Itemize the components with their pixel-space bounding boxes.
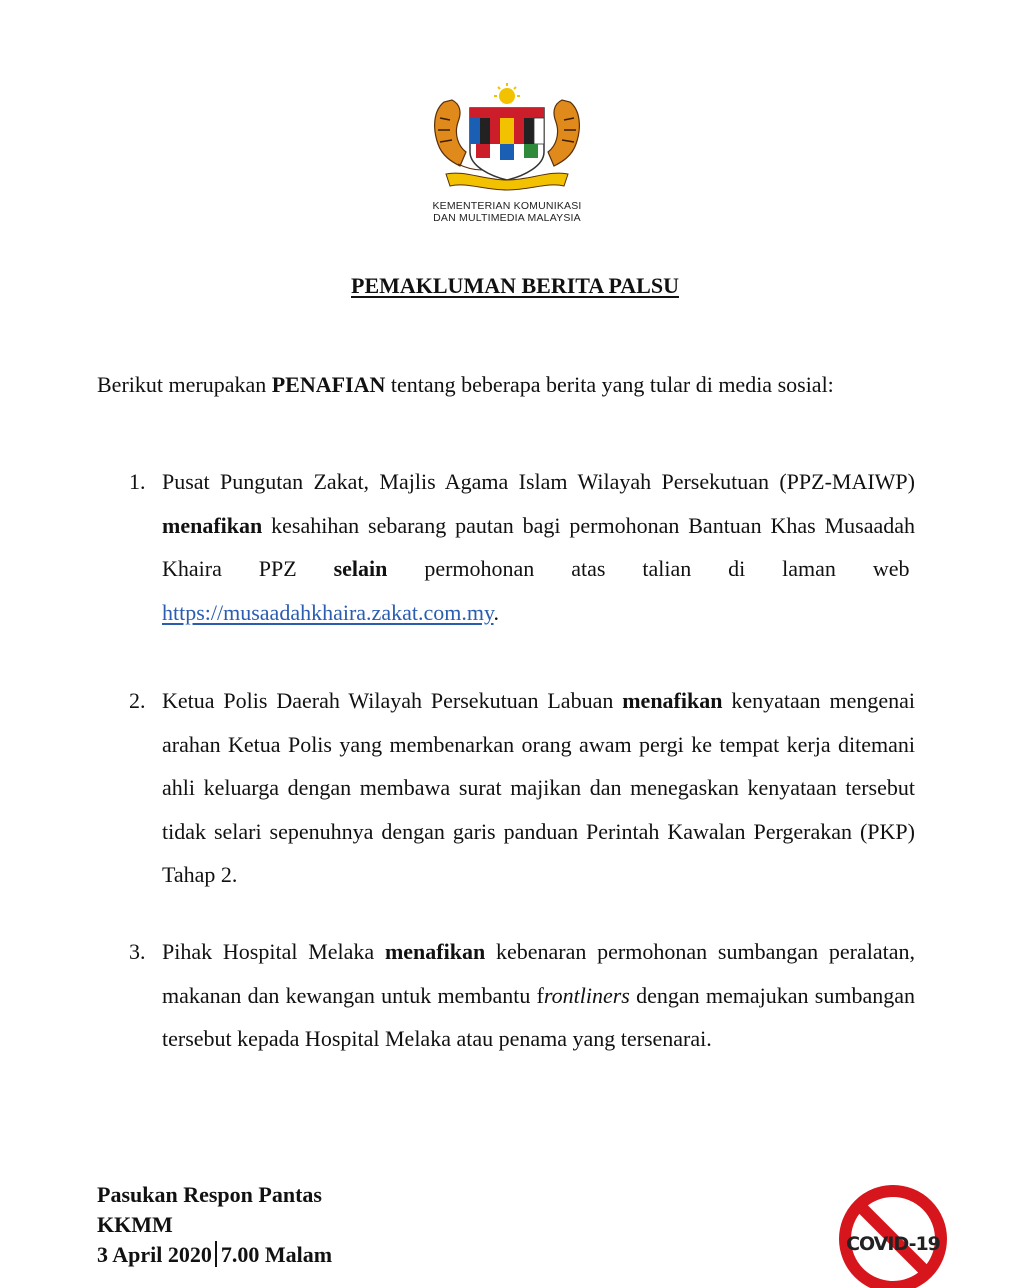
ministry-name [380, 200, 634, 224]
list-item-number: 3. [129, 939, 146, 964]
signature-block [97, 1180, 332, 1270]
badge-label: COVID-19 [846, 1233, 940, 1255]
list-item-text: Ketua Polis Daerah Wilayah Persekutuan Labuan menafikan kenyataan mengenai arahan Ketua Polis yang membenarkan orang awam pergi ke tempat kerja ditemani ahli keluarga dengan membawa surat majikan dan menegaskan kenyataan tersebut tidak selari sepenuhnya dengan garis panduan Perintah Kawalan Pergerakan (PKP) Tahap 2. [162, 688, 915, 887]
signature-org: KKMM [97, 1212, 173, 1237]
page-title: PEMAKLUMAN BERITA PALSU [351, 273, 679, 298]
signature-datetime [97, 1240, 332, 1270]
list-item-text: Pusat Pungutan Zakat, Majlis Agama Islam Wilayah Persekutuan (PPZ-MAIWP) menafikan kesahihan sebarang pautan bagi permohonan Bantuan Khas Musaadah Khaira PPZ selain permohonan atas talian di laman web https://musaadahkhaira.zakat.com.my. [162, 469, 915, 625]
intro-text-end: tentang beberapa berita yang tular di media sosial: [385, 372, 834, 397]
musaadah-khaira-link[interactable]: https://musaadahkhaira.zakat.com.my [162, 599, 494, 625]
intro-text: Berikut merupakan [97, 372, 272, 397]
list-item [97, 930, 915, 1061]
coat-of-arms-logo [424, 82, 590, 200]
list-item-number: 2. [129, 688, 146, 713]
ministry-name-line1: KEMENTERIAN KOMUNIKASI [432, 200, 582, 212]
list-item-number: 1. [129, 469, 146, 494]
intro-paragraph [97, 363, 915, 406]
signature-date: 3 April 2020 [97, 1242, 212, 1267]
list-item [97, 679, 915, 897]
signature-team: Pasukan Respon Pantas [97, 1182, 322, 1207]
intro-bold: PENAFIAN [271, 372, 386, 397]
list-item [97, 460, 915, 634]
ministry-name-line2: DAN MULTIMEDIA MALAYSIA [433, 212, 581, 224]
signature-time: 7.00 Malam [220, 1242, 333, 1267]
divider [215, 1241, 217, 1267]
list-item-text: Pihak Hospital Melaka menafikan kebenaran permohonan sumbangan peralatan, makanan dan kewangan untuk membantu frontliners dengan memajukan sumbangan tersebut kepada Hospital Melaka atau penama yang tersenarai. [162, 939, 915, 1051]
